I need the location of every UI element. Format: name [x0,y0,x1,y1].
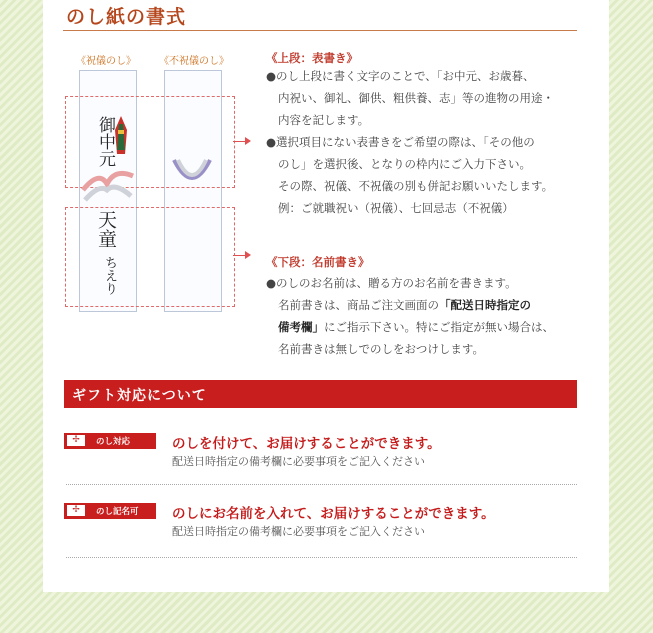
lower-text: 名前書きは、商品ご注文画面の [278,298,439,312]
remarks-field-emphasis: 備考欄」 [278,320,324,334]
upper-line: ●のし上段に書く文字のことで、「お中元、お歳暮、 [266,69,535,83]
mizuhiki-icon [164,150,220,200]
gift-item-main-text: のしを付けて、お届けすることができます。 [172,436,441,452]
content-panel [43,0,609,592]
lower-line [266,294,554,316]
upper-section-text [266,65,554,219]
remarks-field-emphasis: 「配送日時指定の [439,298,531,312]
lower-arrow-line [233,255,245,256]
lower-section-frame [65,207,235,307]
noshi-icon: ✢ [67,435,85,446]
title-divider [63,30,577,31]
divider [66,557,577,558]
upper-arrow-icon [245,137,251,145]
lower-section-text [266,272,554,360]
celebration-noshi-caption: 《祝儀のし》 [76,56,136,67]
upper-line: 内容を記します。 [278,113,370,127]
lower-line [266,316,554,338]
name-main-text: 天童 [95,210,117,248]
upper-inscription-text: 御中元 [95,116,115,167]
lower-text: にご指示下さい。特にご指定が無い場合は、 [324,320,554,334]
gift-item-sub-text: 配送日時指定の備考欄に必要事項をご記入ください [172,455,425,468]
badge-label: のし対応 [96,437,131,447]
gift-section-title: ギフト対応について [72,388,207,404]
noshi-support-badge [64,433,156,449]
upper-arrow-line [233,141,245,142]
gift-item-sub-text: 配送日時指定の備考欄に必要事項をご記入ください [172,525,425,538]
condolence-noshi-caption: 《不祝儀のし》 [159,56,229,67]
lower-arrow-icon [245,251,251,259]
name-sub-text: ちえり [102,256,117,295]
gift-section-banner [64,380,577,408]
upper-line: 例：ご就職祝い（祝儀）、七回忌志（不祝儀） [278,201,514,215]
page-title: のし紙の書式 [66,6,187,28]
noshi-icon: ✢ [67,505,85,516]
lower-section-heading: 《下段：名前書き》 [266,255,370,269]
upper-line: 内祝い、御礼、御供、粗供養、志」等の進物の用途・ [278,91,554,105]
lower-line: ●のしのお名前は、贈る方のお名前を書きます。 [266,276,517,290]
lower-line: 名前書きは無しでのしをおつけします。 [278,342,484,356]
upper-line: その際、祝儀、不祝儀の別も併記お願いいたします。 [278,179,554,193]
noshi-name-badge [64,503,156,519]
divider [66,484,577,485]
badge-label: のし記名可 [96,507,139,517]
gift-item-main-text: のしにお名前を入れて、お届けすることができます。 [172,506,495,522]
upper-line: のし」を選択後、となりの枠内にご入力下さい。 [278,157,531,171]
upper-section-heading: 《上段：表書き》 [266,51,358,65]
upper-line: ●選択項目にない表書きをご希望の際は、「その他の [266,135,535,149]
